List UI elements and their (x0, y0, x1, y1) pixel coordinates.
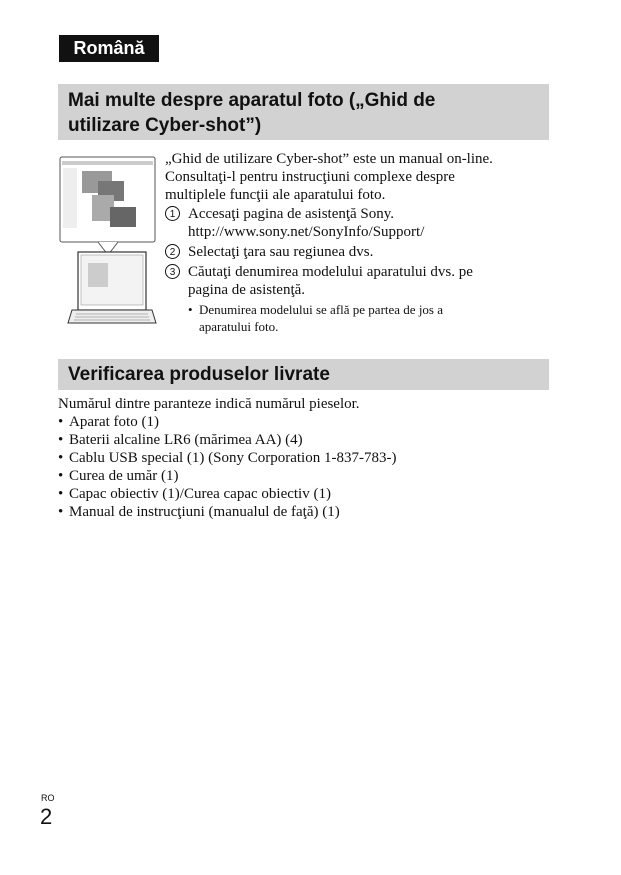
step-number: 3 (165, 264, 180, 279)
step-number: 2 (165, 244, 180, 259)
steps-list (165, 205, 555, 335)
language-code: RO (41, 793, 55, 803)
list-item-text: Capac obiectiv (1)/Curea capac obiectiv (1) (69, 486, 331, 502)
list-item (58, 413, 558, 431)
step-text: Căutaţi denumirea modelului aparatului dvs. pe (188, 264, 473, 280)
note-line: Denumirea modelului se află pe partea de jos a (199, 302, 444, 317)
intro-paragraph (165, 150, 555, 204)
step-text: Selectaţi ţara sau regiunea dvs. (188, 244, 374, 260)
model-name-note (188, 301, 555, 335)
intro-line: „Ghid de utilizare Cyber-shot” este un manual on-line. (165, 151, 493, 167)
step-text: Accesaţi pagina de asistenţă Sony. (188, 206, 395, 222)
support-url-link[interactable]: http://www.sony.net/SonyInfo/Support/ (188, 224, 425, 240)
step-1 (165, 205, 555, 241)
supplied-items-intro: Numărul dintre paranteze indică numărul pieselor. (58, 396, 360, 412)
section-heading-more-info (58, 84, 549, 140)
list-item (58, 449, 558, 467)
list-item (58, 503, 558, 521)
section-heading-supplied-items: Verificarea produselor livrate (58, 359, 549, 390)
bullet: • (58, 504, 64, 520)
intro-line: Consultaţi-l pentru instrucţiuni complexe despre (165, 169, 455, 185)
section-heading-line: utilizare Cyber-shot”) (68, 115, 262, 136)
bullet: • (58, 468, 64, 484)
list-item (58, 485, 558, 503)
note-line: aparatului foto. (199, 319, 279, 334)
step-3 (165, 263, 555, 299)
bullet: • (188, 302, 193, 317)
list-item-text: Baterii alcaline LR6 (mărimea AA) (4) (69, 432, 303, 448)
bullet: • (58, 432, 64, 448)
list-item (58, 467, 558, 485)
step-2 (165, 243, 555, 261)
list-item-text: Curea de umăr (1) (69, 468, 179, 484)
bullet: • (58, 450, 64, 466)
list-item-text: Manual de instrucţiuni (manualul de faţă) (1) (69, 504, 340, 520)
supplied-items-block (58, 395, 558, 521)
page-number: 2 (40, 804, 53, 829)
intro-line: multiplele funcţii ale aparatului foto. (165, 187, 386, 203)
section-heading-line: Mai multe despre aparatul foto („Ghid de (68, 90, 436, 111)
list-item (58, 431, 558, 449)
language-tab: Română (59, 35, 159, 62)
list-item-text: Aparat foto (1) (69, 414, 159, 430)
list-item-text: Cablu USB special (1) (Sony Corporation 1-837-783-) (69, 450, 397, 466)
bullet: • (58, 414, 64, 430)
bullet: • (58, 486, 64, 502)
step-number: 1 (165, 206, 180, 221)
step-text: pagina de asistenţă. (188, 282, 306, 298)
laptop-manual-illustration (58, 155, 158, 325)
